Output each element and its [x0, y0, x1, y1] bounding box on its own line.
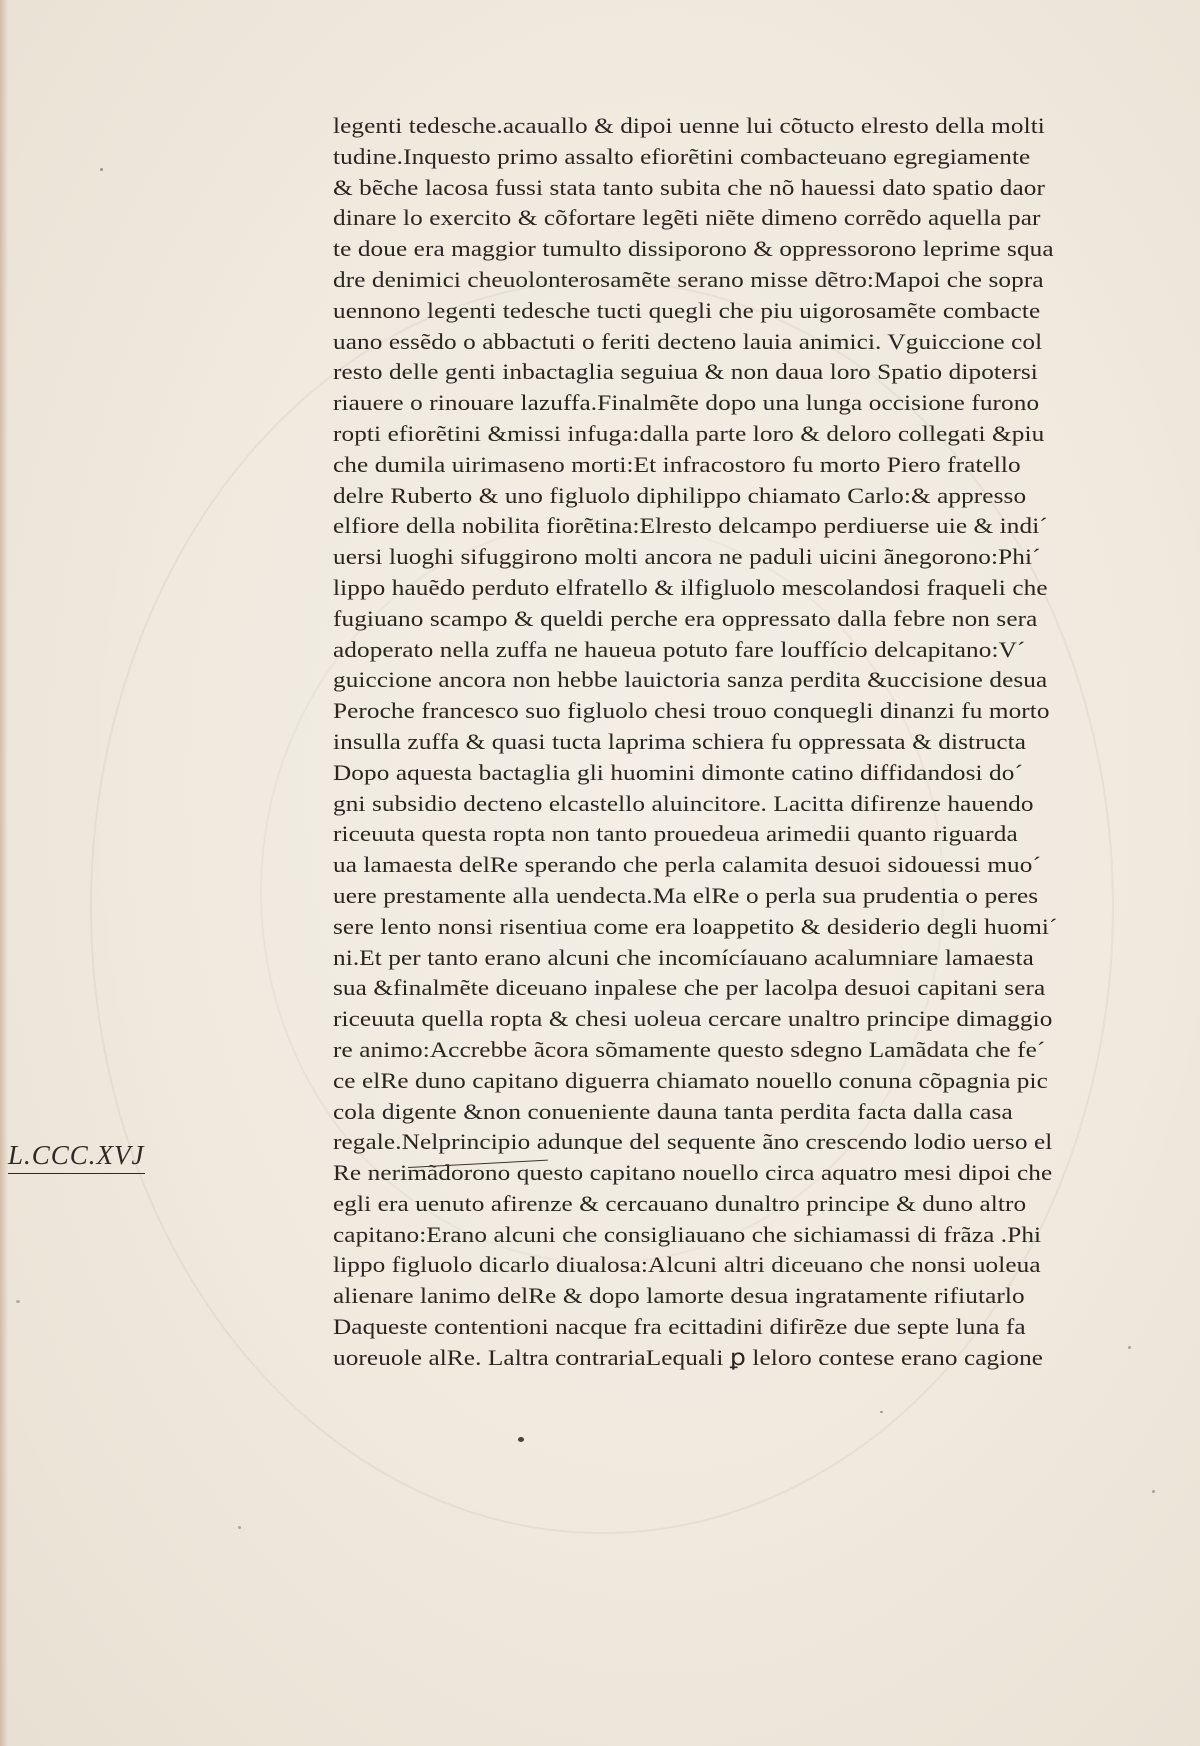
text-line: uersi luoghi sifuggirono molti ancora ne paduli uicini ãnegorono:Phi´: [333, 544, 1041, 570]
ink-speck: [1152, 1490, 1155, 1493]
text-line: riceuuta questa ropta non tanto prouedeua arimedii quanto riguarda: [333, 821, 1018, 847]
text-column: [333, 111, 1093, 1374]
text-line: dinare lo exercito & cõfortare legẽti niẽte dimeno corrẽdo aquella par: [333, 205, 1041, 231]
text-line: ce elRe duno capitano diguerra chiamato nouello conuna cõpagnia pic: [333, 1067, 1048, 1093]
text-line: sere lento nonsi risentiua come era loappetito & desiderio degli huomi´: [333, 913, 1058, 939]
text-line: ropti efiorẽtini &missi infuga:dalla parte loro & deloro collegati &piu: [333, 420, 1045, 446]
text-line: guiccione ancora non hebbe lauictoria sanza perdita &uccisione desua: [333, 667, 1048, 693]
ink-speck: [100, 168, 103, 171]
text-line: cola digente &non conueniente dauna tanta perdita facta dalla casa: [333, 1098, 1013, 1124]
text-line: resto delle genti inbactaglia seguiua & non daua loro Spatio dipotersi: [333, 359, 1038, 385]
text-line: capitano:Erano alcuni che consigliauano che sichiamassi di frãza .Phi: [333, 1221, 1042, 1247]
text-line: adoperato nella zuffa ne haueua potuto fare louffício delcapitano:V´: [333, 636, 1026, 662]
text-line: tudine.Inquesto primo assalto efiorẽtini combacteuano egregiamente: [333, 143, 1031, 169]
text-line: riceuuta quella ropta & chesi uoleua cercare unaltro principe dimaggio: [333, 1006, 1053, 1032]
text-line: Dopo aquesta bactaglia gli huomini dimonte catino diffidandosi do´: [333, 759, 1023, 785]
margin-note: L.CCC.XVJ: [8, 1140, 145, 1174]
text-line: uoreuole alRe. Laltra contrariaLequali ꝑ leloro contese erano cagione: [333, 1344, 1044, 1370]
text-line: sua &finalmẽte diceuano inpalese che per lacolpa desuoi capitani sera: [333, 975, 1046, 1001]
text-line: Peroche francesco suo figluolo chesi trouo conquegli dinanzi fu morto: [333, 698, 1050, 724]
text-line: Re nerimãdorono questo capitano nouello circa aquatro mesi dipoi che: [333, 1160, 1053, 1186]
ink-speck: [16, 1300, 20, 1303]
text-line: te doue era maggior tumulto dissiporono & oppressorono leprime squa: [333, 236, 1054, 262]
text-line: uano essẽdo o abbactuti o feriti decteno lauia animici. Vguiccione col: [333, 328, 1043, 354]
text-line: & bẽche lacosa fussi stata tanto subita che nõ hauessi dato spatio daor: [333, 174, 1045, 200]
page-edge-stain: [0, 0, 8, 1746]
text-line: uennono legenti tedesche tucti quegli che piu uigorosamẽte combacte: [333, 297, 1041, 323]
text-line: che dumila uirimaseno morti:Et infracostoro fu morto Piero fratello: [333, 451, 1021, 477]
text-line: fugiuano scampo & queldi perche era oppressato dalla febre non sera: [333, 605, 1038, 631]
text-line: uere prestamente alla uendecta.Ma elRe o perla sua prudentia o peres: [333, 882, 1039, 908]
text-line: ua lamaesta delRe sperando che perla calamita desuoi sidouessi muo´: [333, 852, 1041, 878]
text-line: lippo figluolo dicarlo diualosa:Alcuni altri diceuano che nonsi uoleua: [333, 1252, 1041, 1278]
text-line: Daqueste contentioni nacque fra ecittadini difirẽze due septe luna fa: [333, 1314, 1026, 1340]
text-line: lippo hauẽdo perduto elfratello & ilfigluolo mescolandosi fraqueli che: [333, 574, 1048, 600]
ink-speck: [238, 1526, 241, 1529]
text-line: alienare lanimo delRe & dopo lamorte desua ingratamente rifiutarlo: [333, 1283, 1025, 1309]
ink-speck: [1128, 1346, 1131, 1349]
ink-speck: [518, 1437, 524, 1442]
text-line: elfiore della nobilita fiorẽtina:Elresto delcampo perdiuerse uie & indi´: [333, 513, 1048, 539]
text-line: delre Ruberto & uno figluolo diphilippo chiamato Carlo:& appresso: [333, 482, 1027, 508]
text-line: ni.Et per tanto erano alcuni che incomícíauano acalumniare lamaesta: [333, 944, 1034, 970]
text-line: gni subsidio decteno elcastello aluincitore. Lacitta difirenze hauendo: [333, 790, 1034, 816]
text-line: legenti tedesche.acauallo & dipoi uenne lui cõtucto elresto della molti: [333, 113, 1045, 138]
ink-speck: [880, 1411, 883, 1413]
text-line: insulla zuffa & quasi tucta laprima schiera fu oppressata & distructa: [333, 728, 1027, 754]
text-line: riauere o rinouare lazuffa.Finalmẽte dopo una lunga occisione furono: [333, 390, 1040, 416]
text-line: egli era uenuto afirenze & cercauano dunaltro principe & duno altro: [333, 1190, 1027, 1216]
text-line: re animo:Accrebbe ãcora sõmamente questo sdegno Lamãdata che fe´: [333, 1036, 1046, 1062]
text-line: regale.Nelprincipio adunque del sequente ãno crescendo lodio uerso el: [333, 1129, 1053, 1155]
text-line: dre denimici cheuolonterosamẽte serano misse dẽtro:Mapoi che sopra: [333, 266, 1044, 292]
